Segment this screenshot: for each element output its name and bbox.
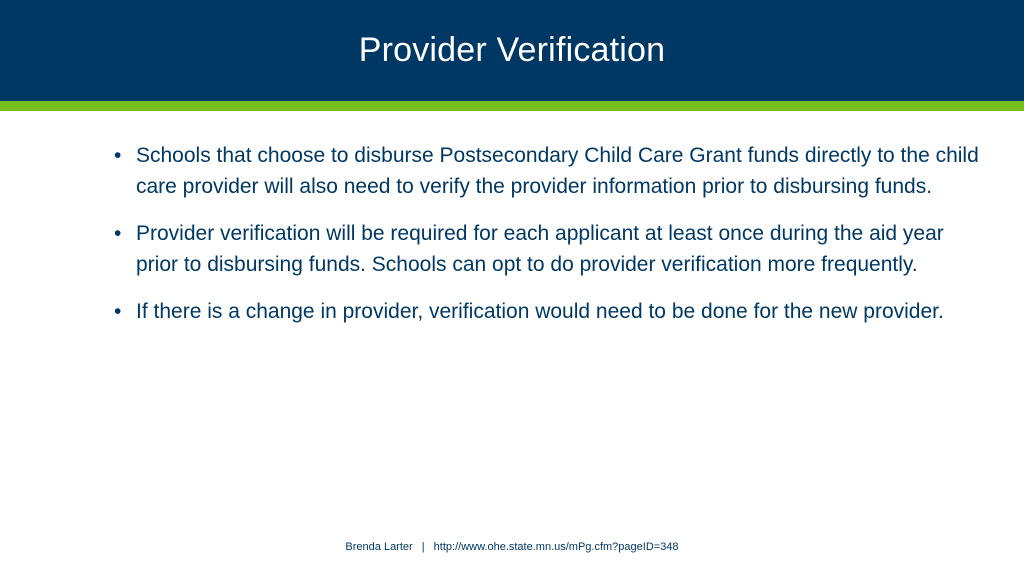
bullet-text: Provider verification will be required for each applicant at least once during the aid year prior to disbursing funds. Schools can opt to do provider verification more frequently. <box>136 222 944 276</box>
bullet-text: Schools that choose to disburse Postsecondary Child Care Grant funds directly to the child care provider will also need to verify the provider information prior to disbursing funds. <box>136 144 979 198</box>
bullet-dot-icon: • <box>114 222 122 245</box>
footer-separator: | <box>421 541 425 553</box>
title-bar <box>0 0 1024 101</box>
accent-bar <box>0 101 1024 111</box>
bullet-dot-icon: • <box>114 144 122 167</box>
bullet-text: If there is a change in provider, verification would need to be done for the new provider. <box>136 300 944 323</box>
bullet-item <box>112 296 982 327</box>
footer <box>0 541 1024 553</box>
bullet-dot-icon: • <box>114 300 122 323</box>
bullet-item <box>112 218 982 280</box>
bullet-list <box>112 140 982 327</box>
footer-url[interactable]: http://www.ohe.state.mn.us/mPg.cfm?pageID=348 <box>433 541 679 553</box>
slide-title: Provider Verification <box>358 31 666 69</box>
bullet-item <box>112 140 982 202</box>
slide-content <box>112 140 982 343</box>
footer-author: Brenda Larter <box>345 541 413 553</box>
